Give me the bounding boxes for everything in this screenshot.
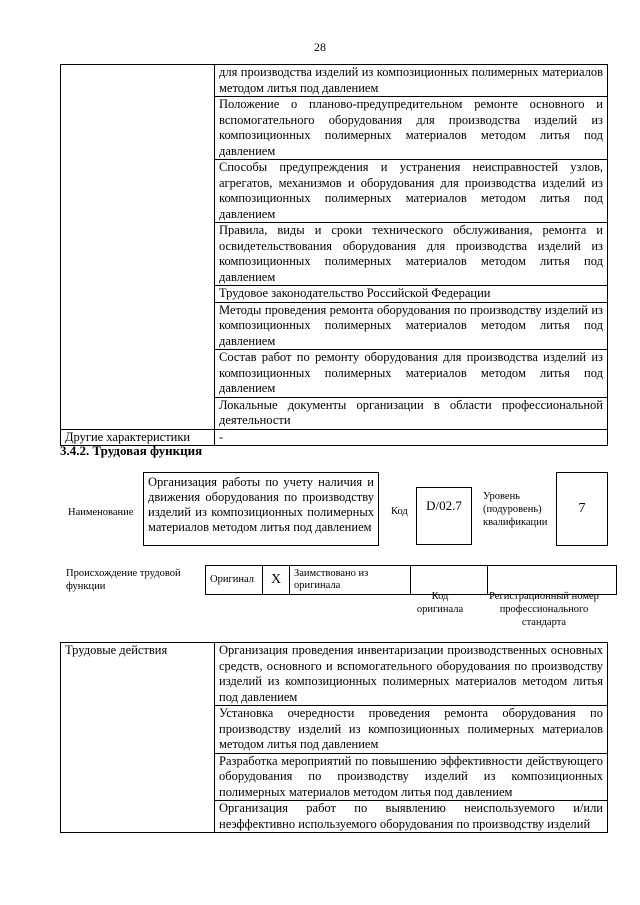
table-row: Трудовое законодательство Российской Федерации: [215, 286, 608, 303]
code-label: Код: [391, 506, 408, 517]
borrowed-label: Заимствовано из оригинала: [290, 566, 411, 595]
empty-label-cell: [61, 65, 215, 430]
table-row: Установка очередности проведения ремонта оборудования по производству изделий из композиционных полимерных материалов методом литья под давлением: [215, 706, 608, 754]
reg-number-caption: Регистрационный номер профессионального стандарта: [489, 591, 599, 628]
table-row: Состав работ по ремонту оборудования для производства изделий из композиционных полимерных материалов методом литья под давлением: [215, 350, 608, 398]
function-name-box: Организация работы по учету наличия и движения оборудования по производству изделий из композиционных полимерных материалов методом литья под давлением: [143, 472, 379, 546]
page-number: 28: [314, 40, 326, 54]
section-title: 3.4.2. Трудовая функция: [60, 443, 203, 458]
code-original-caption: Код оригинала: [416, 591, 464, 615]
table-row: Разработка мероприятий по повышению эффективности действующего оборудования по производству изделий из композиционных полимерных материалов методом литья под давлением: [215, 753, 608, 801]
other-characteristics-label: Другие характеристики: [61, 429, 215, 446]
table-row: Организация проведения инвентаризации производственных основных средств, основного и вспомогательного оборудования по производству изделий из композиционных полимерных материалов методом литья под давлением: [215, 643, 608, 706]
level-box: 7: [556, 472, 608, 546]
table-row: Методы проведения ремонта оборудования по производству изделий из композиционных полимерных материалов методом литья под давлением: [215, 302, 608, 350]
table-row: Положение о планово-предупредительном ремонте основного и вспомогательного оборудования для производства изделий из композиционных полимерных материалов методом литья под давлением: [215, 97, 608, 160]
other-characteristics-value: -: [215, 429, 608, 446]
table-row: для производства изделий из композиционных полимерных материалов методом литья под давлением: [215, 65, 608, 97]
labor-actions-label: Трудовые действия: [61, 643, 215, 833]
knowledge-table: [60, 64, 608, 446]
original-mark: X: [263, 566, 290, 595]
labor-actions-table: [60, 642, 608, 833]
origin-label: Происхождение трудовой функции: [66, 568, 181, 592]
code-box: D/02.7: [416, 487, 472, 545]
original-label: Оригинал: [206, 566, 263, 595]
table-row: Правила, виды и сроки технического обслуживания, ремонта и освидетельствования оборудования для производства изделий из композиционных полимерных материалов методом литья под давлением: [215, 223, 608, 286]
table-row: Локальные документы организации в области профессиональной деятельности: [215, 397, 608, 429]
name-label: Наименование: [68, 507, 134, 518]
level-label: Уровень (подуровень) квалификации: [483, 491, 548, 528]
table-row: Организация работ по выявлению неиспользуемого и/или неэффективно используемого оборудования по производству изделий: [215, 801, 608, 833]
table-row: Способы предупреждения и устранения неисправностей узлов, агрегатов, механизмов и оборудования для производства изделий из композиционных полимерных материалов методом литья под давлением: [215, 160, 608, 223]
